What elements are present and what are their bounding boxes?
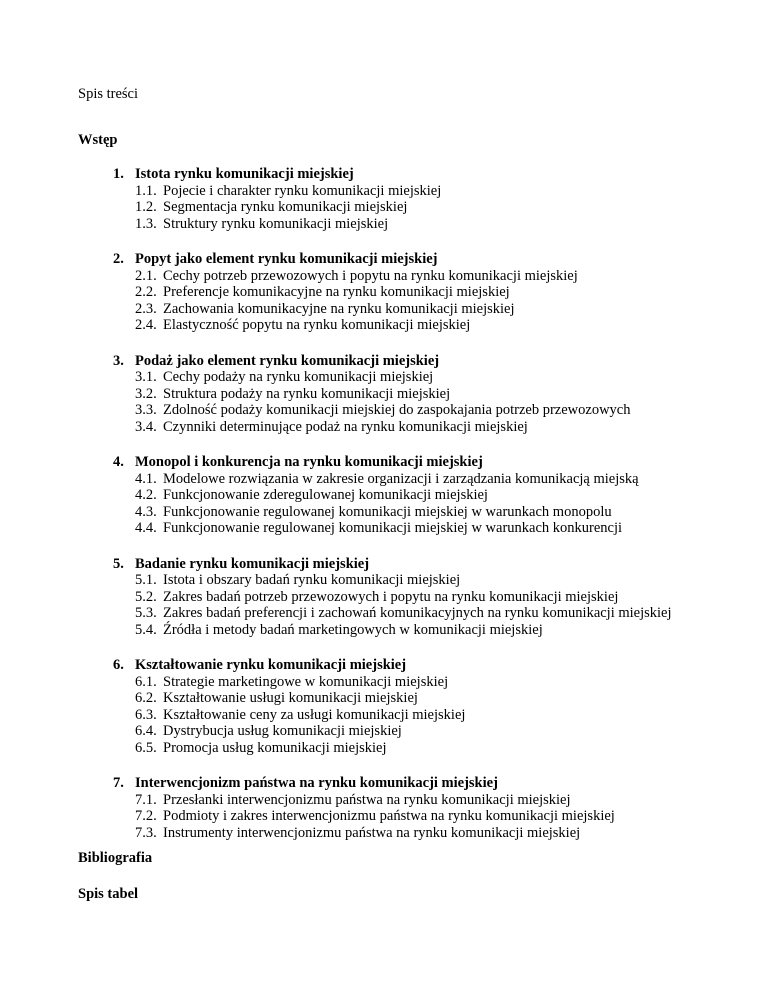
chapter-number: 6.: [113, 657, 124, 673]
chapter-title: Popyt jako element rynku komunikacji miejskiej: [135, 251, 438, 267]
chapter-number: 2.: [113, 251, 124, 267]
subsection-number: 3.3.: [135, 402, 157, 418]
subsection-number: 4.1.: [135, 470, 157, 487]
subsection-item: [135, 504, 733, 521]
subsection-item: [135, 589, 733, 606]
subsection-item: [135, 487, 733, 504]
subsection-number: 6.5.: [135, 739, 157, 756]
subsection-title: Strategie marketingowe w komunikacji miejskiej: [163, 673, 449, 690]
subsection-title: Zdolność podaży komunikacji miejskiej do zaspokajania potrzeb przewozowych: [163, 402, 631, 418]
subsection-item: [135, 419, 733, 436]
chapter-heading: [113, 556, 733, 573]
chapter-heading: [113, 454, 733, 471]
subsection-title: Pojecie i charakter rynku komunikacji miejskiej: [163, 182, 442, 199]
subsection-title: Zachowania komunikacyjne na rynku komunikacji miejskiej: [163, 300, 515, 317]
subsection-title: Funkcjonowanie zderegulowanej komunikacji miejskiej: [163, 487, 488, 503]
subsection-title: Istota i obszary badań rynku komunikacji miejskiej: [163, 572, 461, 588]
subsection-item: [135, 268, 733, 285]
subsection-list: [113, 183, 733, 233]
subsection-title: Segmentacja rynku komunikacji miejskiej: [163, 199, 408, 215]
subsection-number: 7.1.: [135, 791, 157, 808]
chapter-heading: [113, 353, 733, 370]
subsection-title: Struktura podaży na rynku komunikacji miejskiej: [163, 385, 451, 402]
subsection-title: Elastyczność popytu na rynku komunikacji miejskiej: [163, 317, 471, 333]
subsection-list: [113, 268, 733, 334]
subsection-number: 6.4.: [135, 723, 157, 739]
subsection-title: Zakres badań preferencji i zachowań komunikacyjnych na rynku komunikacji miejskiej: [163, 605, 672, 621]
subsection-number: 5.2.: [135, 588, 157, 605]
subsection-number: 2.2.: [135, 284, 157, 300]
toc-chapter: [113, 775, 733, 841]
page-title: Spis treści: [78, 86, 139, 102]
subsection-title: Struktury rynku komunikacji miejskiej: [163, 215, 389, 232]
subsection-title: Kształtowanie ceny za usługi komunikacji miejskiej: [163, 706, 466, 723]
chapter-title: Podaż jako element rynku komunikacji miejskiej: [135, 352, 440, 369]
chapter-title: Interwencjonizm państwa na rynku komunikacji miejskiej: [135, 775, 498, 791]
subsection-title: Cechy potrzeb przewozowych i popytu na rynku komunikacji miejskiej: [163, 267, 578, 284]
subsection-title: Preferencje komunikacyjne na rynku komunikacji miejskiej: [163, 284, 510, 300]
chapter-number: 7.: [113, 775, 124, 791]
subsection-item: [135, 690, 733, 707]
chapter-heading: [113, 657, 733, 674]
subsection-number: 3.4.: [135, 418, 157, 435]
chapter-heading: [113, 251, 733, 268]
subsection-title: Źródła i metody badań marketingowych w komunikacji miejskiej: [163, 621, 543, 638]
subsection-item: [135, 284, 733, 301]
subsection-number: 4.2.: [135, 487, 157, 503]
toc-chapter: [113, 556, 733, 639]
subsection-number: 6.2.: [135, 690, 157, 706]
chapter-number: 4.: [113, 454, 124, 470]
subsection-item: [135, 386, 733, 403]
subsection-title: Funkcjonowanie regulowanej komunikacji miejskiej w warunkach konkurencji: [163, 520, 623, 536]
subsection-item: [135, 216, 733, 233]
subsection-item: [135, 572, 733, 589]
subsection-number: 5.1.: [135, 572, 157, 588]
subsection-title: Czynniki determinujące podaż na rynku komunikacji miejskiej: [163, 418, 528, 435]
subsection-item: [135, 825, 733, 842]
subsection-item: [135, 471, 733, 488]
subsection-number: 6.3.: [135, 706, 157, 723]
subsection-item: [135, 740, 733, 757]
subsection-number: 5.4.: [135, 621, 157, 638]
subsection-title: Kształtowanie usługi komunikacji miejskiej: [163, 690, 418, 706]
chapter-number: 1.: [113, 166, 124, 182]
subsection-number: 1.3.: [135, 215, 157, 232]
subsection-number: 2.1.: [135, 267, 157, 284]
subsection-title: Podmioty i zakres interwencjonizmu państwa na rynku komunikacji miejskiej: [163, 808, 615, 824]
subsection-title: Przesłanki interwencjonizmu państwa na rynku komunikacji miejskiej: [163, 791, 571, 808]
subsection-item: [135, 792, 733, 809]
chapter-title: Istota rynku komunikacji miejskiej: [135, 166, 354, 182]
toc-chapter: [113, 353, 733, 436]
chapter-number: 5.: [113, 555, 124, 572]
subsection-number: 7.3.: [135, 824, 157, 841]
subsection-item: [135, 183, 733, 200]
subsection-number: 7.2.: [135, 808, 157, 824]
chapter-heading: [113, 166, 733, 183]
subsection-number: 6.1.: [135, 673, 157, 690]
subsection-item: [135, 301, 733, 318]
toc-chapter: [113, 166, 733, 232]
toc-intro: Wstęp: [78, 132, 118, 148]
subsection-number: 1.2.: [135, 199, 157, 215]
subsection-number: 1.1.: [135, 182, 157, 199]
chapter-title: Kształtowanie rynku komunikacji miejskiej: [135, 657, 407, 673]
subsection-item: [135, 622, 733, 639]
subsection-list: [113, 792, 733, 842]
subsection-number: 3.1.: [135, 369, 157, 385]
subsection-item: [135, 317, 733, 334]
subsection-number: 3.2.: [135, 385, 157, 402]
subsection-item: [135, 520, 733, 537]
subsection-list: [113, 674, 733, 757]
subsection-title: Modelowe rozwiązania w zakresie organizacji i zarządzania komunikacją miejską: [163, 470, 639, 487]
subsection-number: 2.3.: [135, 300, 157, 317]
subsection-item: [135, 723, 733, 740]
subsection-number: 2.4.: [135, 317, 157, 333]
toc-chapter: [113, 251, 733, 334]
chapter-title: Badanie rynku komunikacji miejskiej: [135, 555, 370, 572]
subsection-list: [113, 369, 733, 435]
subsection-title: Funkcjonowanie regulowanej komunikacji miejskiej w warunkach monopolu: [163, 503, 612, 520]
subsection-title: Promocja usług komunikacji miejskiej: [163, 739, 387, 756]
subsection-item: [135, 605, 733, 622]
subsection-item: [135, 707, 733, 724]
toc-chapter: [113, 657, 733, 756]
chapter-title: Monopol i konkurencja na rynku komunikacji miejskiej: [135, 454, 483, 470]
subsection-title: Dystrybucja usług komunikacji miejskiej: [163, 723, 402, 739]
subsection-item: [135, 199, 733, 216]
subsection-item: [135, 674, 733, 691]
subsection-number: 5.3.: [135, 605, 157, 621]
subsection-number: 4.4.: [135, 520, 157, 536]
subsection-item: [135, 808, 733, 825]
chapter-heading: [113, 775, 733, 792]
toc-bibliography: Bibliografia: [78, 850, 153, 866]
toc-chapter: [113, 454, 733, 537]
toc-chapter-list: [113, 166, 733, 860]
subsection-list: [113, 572, 733, 638]
toc-tables: Spis tabel: [78, 886, 139, 902]
subsection-number: 4.3.: [135, 503, 157, 520]
chapter-number: 3.: [113, 352, 124, 369]
subsection-item: [135, 402, 733, 419]
subsection-title: Zakres badań potrzeb przewozowych i popytu na rynku komunikacji miejskiej: [163, 588, 619, 605]
subsection-title: Cechy podaży na rynku komunikacji miejskiej: [163, 369, 434, 385]
subsection-title: Instrumenty interwencjonizmu państwa na rynku komunikacji miejskiej: [163, 824, 581, 841]
subsection-item: [135, 369, 733, 386]
subsection-list: [113, 471, 733, 537]
